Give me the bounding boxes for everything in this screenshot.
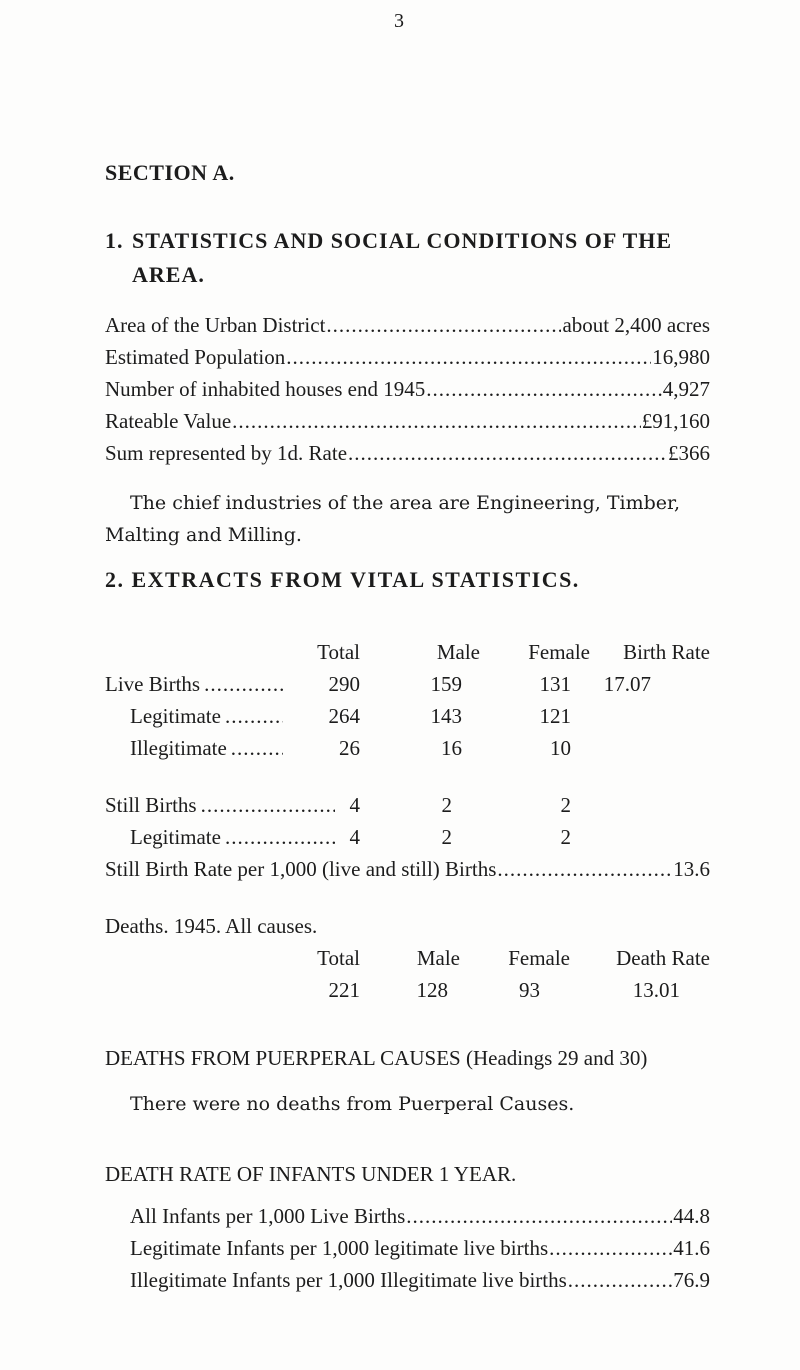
row-label-illegitimate xyxy=(130,736,283,761)
industries-line-2: Malting and Milling. xyxy=(105,524,302,546)
cell-legitimate-female: 121 xyxy=(539,704,571,728)
cell-still-births-total: 4 xyxy=(349,793,360,817)
row-label-text: Live Births xyxy=(105,672,201,696)
deaths-header-death-rate: Death Rate xyxy=(616,946,710,970)
stat-row-houses xyxy=(105,377,710,402)
cell-live-births-female: 131 xyxy=(539,672,571,696)
stat-label: Rateable Value xyxy=(105,409,232,433)
infant-row-label: All Infants per 1,000 Live Births xyxy=(130,1204,406,1228)
row-label-still-legitimate xyxy=(130,825,335,850)
page-number: 3 xyxy=(394,10,404,32)
stat-label: Sum represented by 1d. Rate xyxy=(105,441,348,465)
cell-still-births-male: 2 xyxy=(441,793,452,817)
row-label-text: Legitimate xyxy=(130,704,221,728)
stat-value: about 2,400 acres xyxy=(562,313,710,337)
deaths-rate: 13.01 xyxy=(632,978,680,1002)
leader-dots xyxy=(426,377,662,402)
col-header-birth-rate: Birth Rate xyxy=(623,640,710,664)
leader-dots xyxy=(225,704,283,729)
heading-vital-statistics: 2. EXTRACTS FROM VITAL STATISTICS. xyxy=(105,567,580,592)
infant-row-legitimate xyxy=(130,1236,710,1261)
infant-row-label: Legitimate Infants per 1,000 legitimate live births xyxy=(130,1236,549,1260)
col-header-female: Female xyxy=(528,640,590,664)
deaths-header-male: Male xyxy=(416,946,460,970)
cell-still-births-female: 2 xyxy=(560,793,571,817)
cell-live-births-male: 159 xyxy=(430,672,462,696)
col-header-total: Total xyxy=(317,640,360,664)
deaths-total: 221 xyxy=(328,978,360,1002)
stat-label: Estimated Population xyxy=(105,345,286,369)
deaths-header-total: Total xyxy=(317,946,360,970)
stat-value: 4,927 xyxy=(662,377,710,401)
row-label-text: Still Births xyxy=(105,793,197,817)
cell-still-legitimate-female: 2 xyxy=(560,825,571,849)
row-label-text: Legitimate xyxy=(130,825,221,849)
stat-value: £366 xyxy=(668,441,710,465)
stat-row-population xyxy=(105,345,710,370)
leader-dots xyxy=(549,1236,672,1261)
cell-live-births-total: 290 xyxy=(328,672,360,696)
stat-label: Area of the Urban District xyxy=(105,313,326,337)
stat-value: 16,980 xyxy=(652,345,710,369)
row-label-live-births xyxy=(105,672,283,697)
section-title: SECTION A. xyxy=(105,160,235,185)
infant-row-illegitimate xyxy=(130,1268,710,1293)
cell-still-legitimate-total: 4 xyxy=(349,825,360,849)
puerperal-heading: DEATHS FROM PUERPERAL CAUSES (Headings 29 and 30) xyxy=(105,1046,648,1070)
leader-dots xyxy=(225,825,335,850)
leader-dots xyxy=(231,736,283,761)
infant-row-label: Illegitimate Infants per 1,000 Illegitimate live births xyxy=(130,1268,567,1292)
still-birth-rate-label: Still Birth Rate per 1,000 (live and still) Births xyxy=(105,857,497,881)
deaths-male: 128 xyxy=(416,978,448,1002)
cell-illegitimate-female: 10 xyxy=(550,736,571,760)
row-label-still-births xyxy=(105,793,335,818)
stat-value: £91,160 xyxy=(641,409,710,433)
infant-row-all xyxy=(130,1204,710,1229)
cell-still-legitimate-male: 2 xyxy=(441,825,452,849)
heading-number: 1. xyxy=(105,228,124,253)
leader-dots xyxy=(204,672,283,697)
infant-mortality-heading: DEATH RATE OF INFANTS UNDER 1 YEAR. xyxy=(105,1162,517,1186)
still-birth-rate-row xyxy=(105,857,710,882)
infant-row-value: 44.8 xyxy=(673,1204,710,1228)
stat-row-rateable-value xyxy=(105,409,710,434)
heading-statistics xyxy=(105,224,705,292)
cell-live-births-rate: 17.07 xyxy=(603,672,651,696)
puerperal-text: There were no deaths from Puerperal Causes. xyxy=(130,1093,575,1115)
leader-dots xyxy=(201,793,335,818)
row-label-legitimate xyxy=(130,704,283,729)
stat-row-rate-sum xyxy=(105,441,710,466)
leader-dots xyxy=(406,1204,672,1229)
cell-legitimate-total: 264 xyxy=(328,704,360,728)
still-birth-rate-value: 13.6 xyxy=(673,857,710,881)
leader-dots xyxy=(286,345,651,370)
infant-row-value: 76.9 xyxy=(673,1268,710,1292)
cell-legitimate-male: 143 xyxy=(430,704,462,728)
leader-dots xyxy=(348,441,667,466)
deaths-female: 93 xyxy=(519,978,540,1002)
deaths-header-female: Female xyxy=(508,946,570,970)
leader-dots xyxy=(232,409,641,434)
infant-row-value: 41.6 xyxy=(673,1236,710,1260)
industries-line-1: The chief industries of the area are Engineering, Timber, xyxy=(130,492,681,514)
leader-dots xyxy=(568,1268,672,1293)
stat-label: Number of inhabited houses end 1945 xyxy=(105,377,426,401)
col-header-male: Male xyxy=(436,640,480,664)
leader-dots xyxy=(497,857,672,882)
deaths-caption: Deaths. 1945. All causes. xyxy=(105,914,318,938)
cell-illegitimate-total: 26 xyxy=(339,736,360,760)
heading-line-2: AREA. xyxy=(132,262,205,287)
row-label-text: Illegitimate xyxy=(130,736,227,760)
heading-line-1: STATISTICS AND SOCIAL CONDITIONS OF THE xyxy=(132,228,673,253)
stat-row-area xyxy=(105,313,710,338)
leader-dots xyxy=(326,313,561,338)
cell-illegitimate-male: 16 xyxy=(441,736,462,760)
